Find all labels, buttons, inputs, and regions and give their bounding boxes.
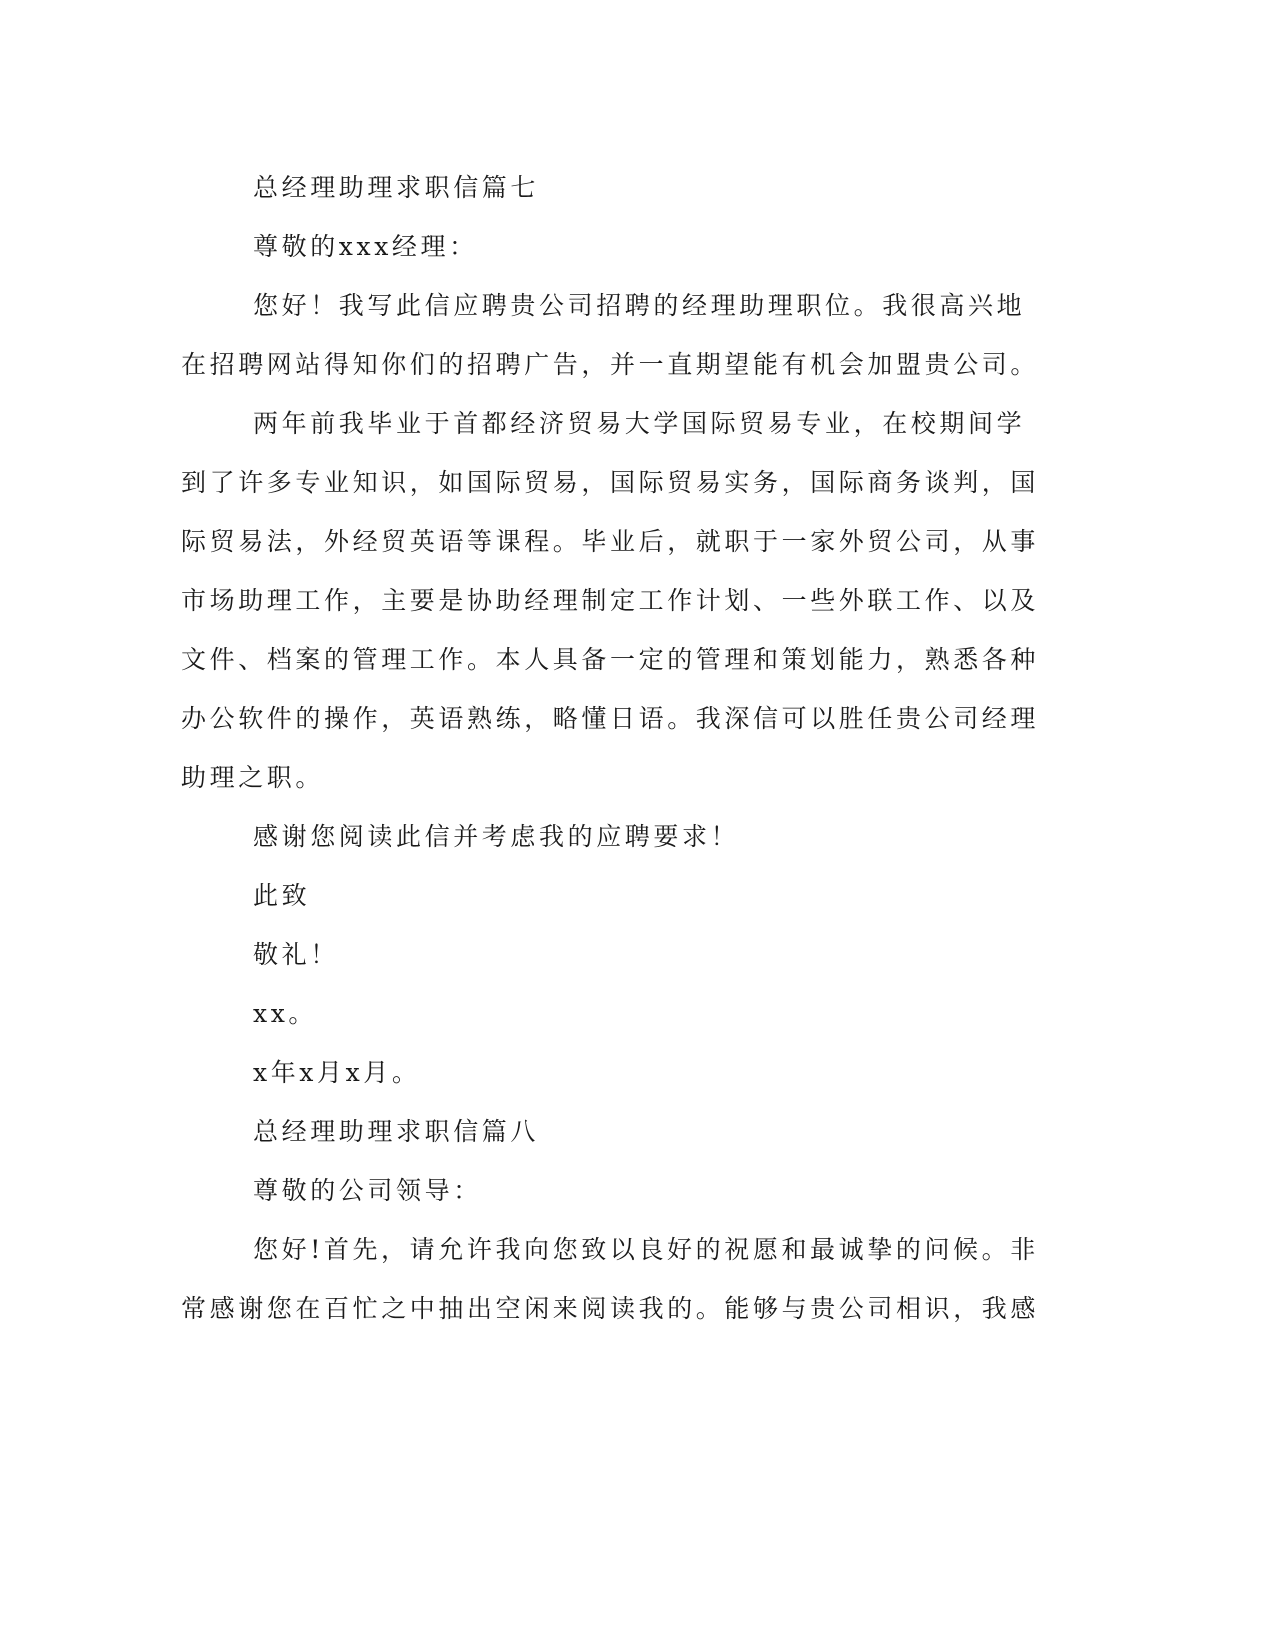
salutation-8: 尊敬的公司领导： — [253, 1176, 482, 1205]
paragraph-8-1: 您好!首先，请允许我向您致以良好的祝愿和最诚挚的问候。非常感谢您在百忙之中抽出空闲来阅读我的。能够与贵公司相识，我感 — [181, 1235, 1040, 1323]
closing-line-1: 此致 — [253, 881, 311, 910]
section-heading-7: 总经理助理求职信篇七 — [253, 173, 540, 202]
closing-line-2: 敬礼！ — [253, 940, 339, 969]
document-body — [181, 158, 1051, 1338]
paragraph-7-1: 您好！我写此信应聘贵公司招聘的经理助理职位。我很高兴地在招聘网站得知你们的招聘广告，并一直期望能有机会加盟贵公司。 — [181, 291, 1040, 379]
signature: xx。 — [253, 999, 317, 1028]
section-heading-8: 总经理助理求职信篇八 — [253, 1117, 540, 1146]
paragraph-7-3: 感谢您阅读此信并考虑我的应聘要求！ — [253, 822, 740, 851]
salutation-7: 尊敬的xxx经理： — [253, 232, 478, 261]
paragraph-7-2: 两年前我毕业于首都经济贸易大学国际贸易专业，在校期间学到了许多专业知识，如国际贸易，国际贸易实务，国际商务谈判，国际贸易法，外经贸英语等课程。毕业后，就职于一家外贸公司，从事市场助理工作，主要是协助经理制定工作计划、一些外联工作、以及文件、档案的管理工作。本人具备一定的管理和策划能力，熟悉各种办公软件的操作，英语熟练，略懂日语。我深信可以胜任贵公司经理助理之职。 — [181, 409, 1040, 792]
letter-date: x年x月x月。 — [253, 1058, 421, 1087]
